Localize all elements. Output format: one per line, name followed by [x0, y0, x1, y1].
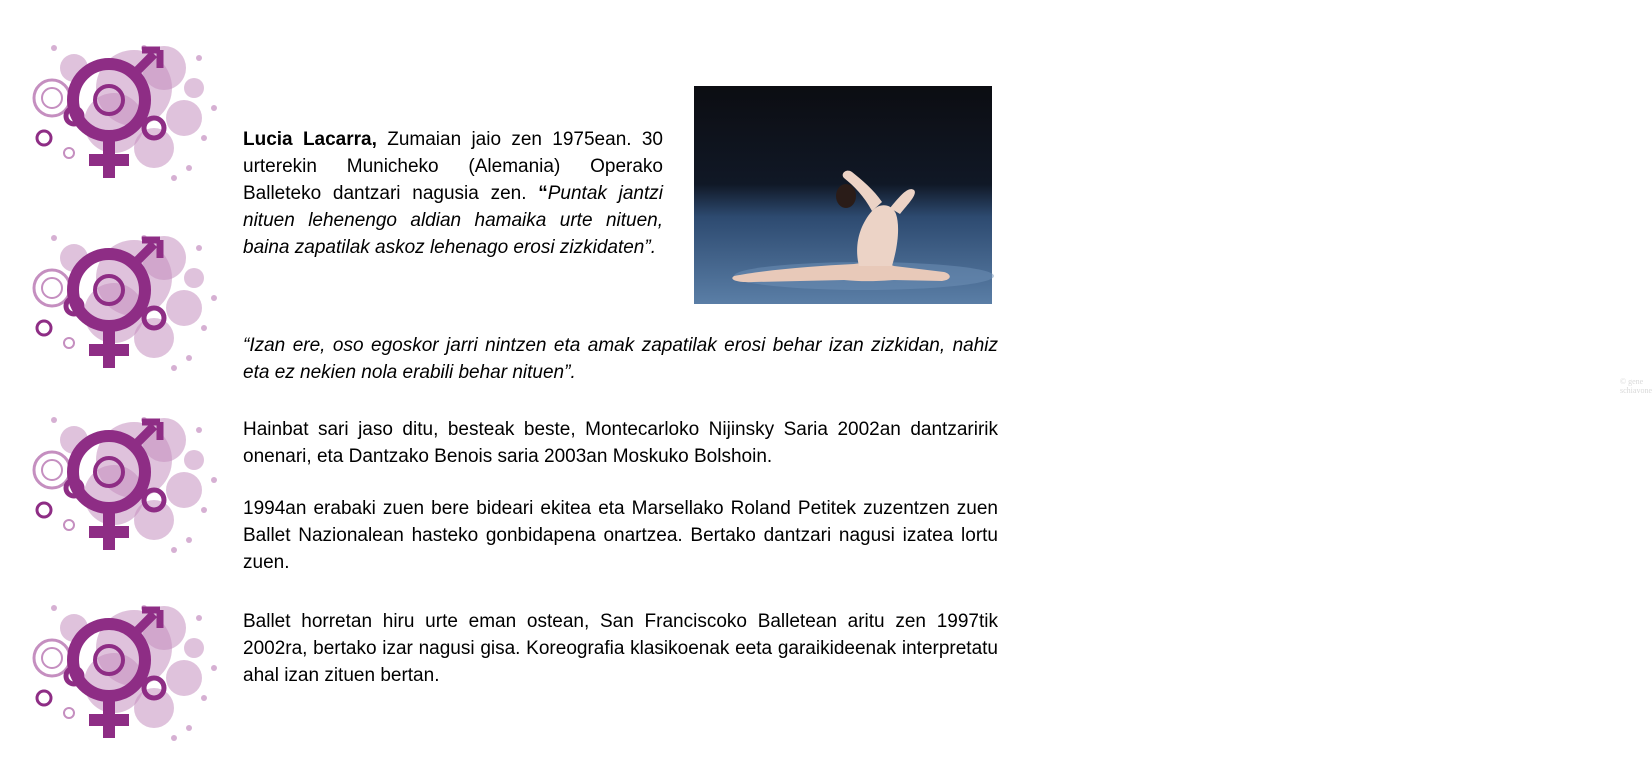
intro-paragraph — [243, 126, 663, 261]
intro-text: Zumaian jaio zen 1975ean. 30 urterekin Municheko (Alemania) Operako Balleteko dantzari nagusia zen. — [243, 129, 663, 204]
dancer-name: Lucia Lacarra, — [243, 129, 377, 150]
ballet-dancer-photo — [694, 86, 1652, 395]
marseille-paragraph: 1994an erabaki zuen bere bideari ekitea eta Marsellako Roland Petitek zuzentzen zuen Ballet Nazionalean hasteko gonbidapena onartzea. Bertako dantzari nagusi izatea lortu zuen. — [243, 498, 998, 573]
san-francisco-paragraph: Ballet horretan hiru urte eman ostean, San Franciscoko Balletean aritu zen 1997tik 2002ra, bertako izar nagusi gisa. Koreografia klasikoenak eeta garaikideenak interpretatu ahal izan zituen bertan. — [243, 611, 998, 686]
venus-symbols-graphic — [14, 28, 214, 198]
venus-symbols-decoration — [14, 28, 214, 198]
venus-symbols-graphic — [14, 588, 214, 758]
photo-credit: © gene schiavone — [1620, 377, 1652, 395]
intro-quote: Puntak jantzi nituen lehenengo aldian hamaika urte nituen, baina zapatilak askoz lehenago erosi zizkidaten”. — [243, 183, 663, 258]
awards-paragraph: Hainbat sari jaso ditu, besteak beste, Montecarloko Nijinsky Saria 2002an dantzaririk onenari, eta Dantzako Benois saria 2003an Moskuko Bolshoin. — [243, 419, 998, 467]
quote-text: “Izan ere, oso egoskor jarri nintzen eta amak zapatilak erosi behar izan zizkidan, nahiz eta ez nekien nola erabili behar nituen”. — [243, 335, 998, 383]
venus-symbols-decoration — [14, 400, 214, 570]
dancer-photo-icon — [694, 86, 992, 304]
venus-symbols-graphic — [14, 218, 214, 388]
quote-paragraph — [243, 332, 998, 386]
venus-symbols-graphic — [14, 400, 214, 570]
venus-symbols-decoration — [14, 218, 214, 388]
quote-open-mark: “ — [538, 183, 548, 204]
venus-symbols-decoration — [14, 588, 214, 758]
